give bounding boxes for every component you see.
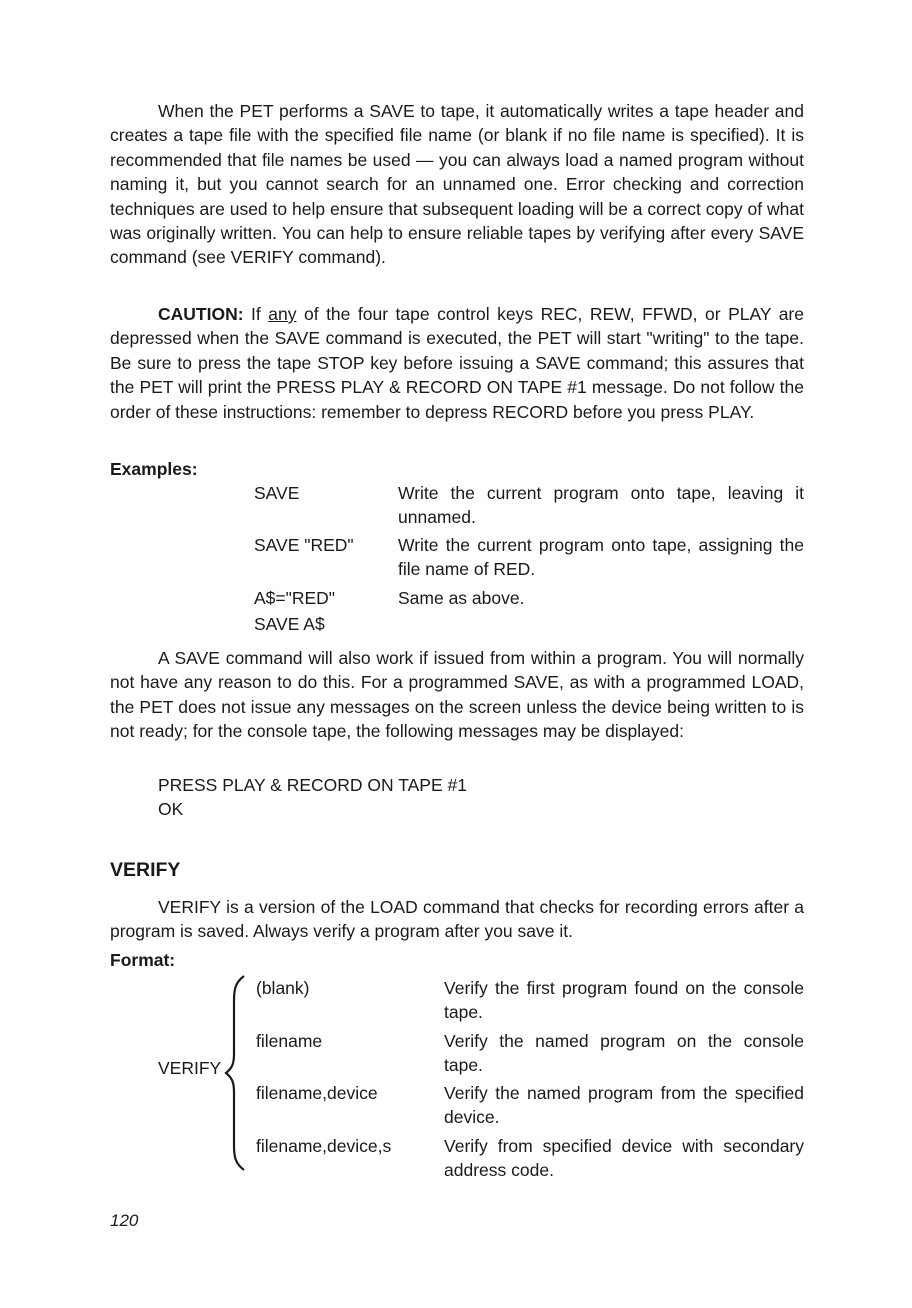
caution-text-before: If	[243, 304, 269, 324]
format-argument: filename	[256, 1031, 323, 1051]
example-command: SAVE	[254, 483, 300, 503]
format-argument: filename,device	[256, 1083, 378, 1103]
format-argument: (blank)	[256, 978, 310, 998]
examples-heading: Examples:	[110, 459, 198, 479]
page-number: 120	[110, 1211, 139, 1230]
programmed-save-paragraph: A SAVE command will also work if issued from within a program. You will normally not have any reason to do this. For a programmed SAVE, as with a programmed LOAD, the PET does not issue any messages on the screen unless the device being written to is not ready; for the console tape, the following messages may be displayed:	[110, 648, 804, 742]
verify-heading: VERIFY	[110, 859, 181, 881]
verify-keyword: VERIFY	[158, 1058, 222, 1078]
example-description: Write the current program onto tape, assigning the file name of RED.	[398, 535, 804, 580]
save-intro-paragraph: When the PET performs a SAVE to tape, it automatically writes a tape header and creates a tape file with the specified file name (or blank if no file name is specified). It is recommended that file names be used — you can always load a named program without naming it, but you cannot search for an unnamed one. Error checking and correction techniques are used to help ensure that subsequent loading will be a correct copy of what was originally written. You can help to ensure reliable tapes by verifying after every SAVE command (see VERIFY command).	[110, 101, 804, 268]
verify-intro-paragraph: VERIFY is a version of the LOAD command that checks for recording errors after a program is saved. Always verify a program after you save it.	[110, 897, 804, 942]
format-heading: Format:	[110, 950, 176, 970]
caution-label: CAUTION:	[158, 304, 244, 324]
format-description: Verify the named program from the specified device.	[444, 1083, 804, 1128]
example-command: A$="RED"	[254, 588, 335, 608]
screen-message: OK	[158, 799, 184, 819]
caution-paragraph	[110, 302, 804, 424]
example-command-line2: SAVE A$	[254, 614, 325, 634]
example-command: SAVE "RED"	[254, 535, 354, 555]
screen-message: PRESS PLAY & RECORD ON TAPE #1	[158, 775, 467, 795]
caution-text-after: of the four tape control keys REC, REW, FFWD, or PLAY are depressed when the SAVE command is executed, the PET will start "writing" to the tape. Be sure to press the tape STOP key before issuing a SAVE command; this assures that the PET will print the PRESS PLAY & RECORD ON TAPE #1 message. Do not follow the order of these instructions: remember to depress RECORD before you press PLAY.	[110, 304, 804, 422]
format-argument: filename,device,s	[256, 1136, 392, 1156]
example-description: Write the current program onto tape, leaving it unnamed.	[398, 483, 804, 528]
format-description: Verify from specified device with secondary address code.	[444, 1136, 804, 1181]
format-brace	[220, 972, 252, 1174]
caution-emphasis: any	[268, 304, 297, 324]
example-description: Same as above.	[398, 588, 525, 608]
format-description: Verify the first program found on the console tape.	[444, 978, 804, 1023]
format-description: Verify the named program on the console tape.	[444, 1031, 804, 1076]
